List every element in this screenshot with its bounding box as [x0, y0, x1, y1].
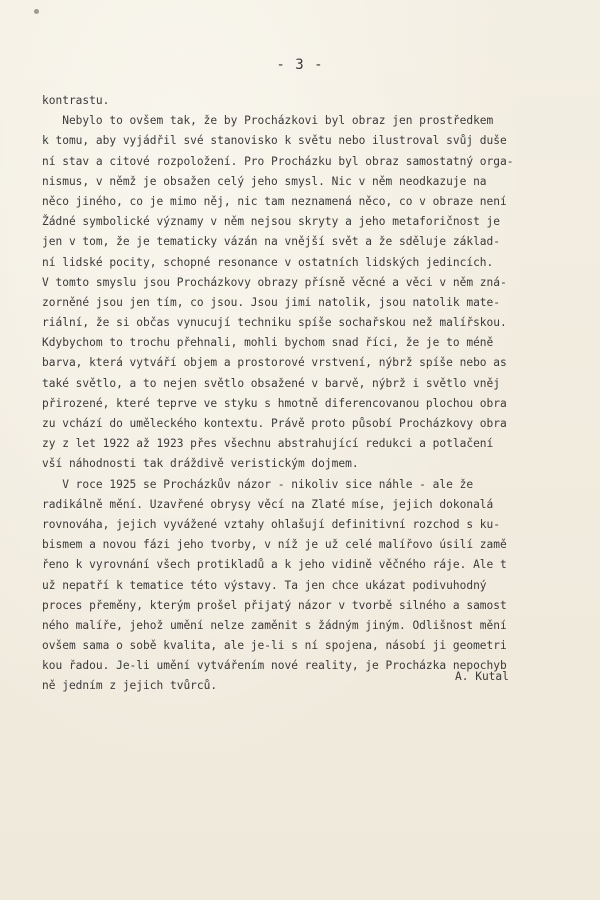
body-text: [42, 91, 600, 697]
text-line: riální, že si občas vynucují techniku spíše sochařskou než malířskou.: [42, 316, 507, 330]
page-number: - 3 -: [276, 57, 324, 73]
text-line: proces přeměny, kterým prošel přijatý názor v tvorbě silného a samost: [42, 598, 507, 612]
text-line: barva, která vytváří objem a prostorové vrstvení, nýbrž spíše nebo as: [42, 356, 507, 370]
text-line: kou řadou. Je-li umění vytvářením nové reality, je Procházka nepochyb: [42, 659, 507, 673]
text-line: V tomto smyslu jsou Procházkovy obrazy přísně věcné a věci v něm zná-: [42, 275, 507, 289]
text-line: jen v tom, že je tematicky vázán na vnější svět a že sděluje základ-: [42, 235, 501, 249]
text-line: už nepatří k tematice této výstavy. Ta jen chce ukázat podivuhodný: [42, 578, 487, 592]
text-line: ní lidské pocity, schopné resonance v ostatních lidských jedincích.: [42, 255, 494, 269]
text-line: ně jedním z jejich tvůrců.: [42, 679, 218, 693]
text-line: radikálně mění. Uzavřené obrysy věcí na Zlaté míse, jejich dokonalá: [42, 497, 494, 511]
text-line: ovšem sama o sobě kvalita, ale je-li s ní spojena, násobí ji geometri: [42, 639, 507, 653]
text-line: k tomu, aby vyjádřil své stanovisko k světu nebo ilustroval svůj duše: [42, 134, 507, 148]
text-line: Kdybychom to trochu přehnali, mohli bychom snad říci, že je to méně: [42, 336, 494, 350]
text-line: zorněné jsou jen tím, co jsou. Jsou jimi natolik, jsou natolik mate-: [42, 295, 501, 309]
text-line: vší náhodnosti tak dráždivě veristickým dojmem.: [42, 457, 359, 471]
text-line: bismem a novou fázi jeho tvorby, v níž je už celé malířovo úsilí zamě: [42, 538, 507, 552]
author-signature: A. Kutal: [455, 670, 509, 683]
text-line: zu vchází do uměleckého kontextu. Právě proto působí Procházkovy obra: [42, 417, 507, 430]
text-line: kontrastu.: [42, 94, 110, 107]
ink-spot: [34, 9, 39, 14]
text-line: zy z let 1922 až 1923 přes všechnu abstrahující redukci a potlačení: [42, 437, 494, 451]
text-line: něco jiného, co je mimo něj, nic tam neznamená něco, co v obraze není: [42, 194, 507, 208]
text-line: řeno k vyrovnání všech protikladů a k jeho vidině věčného ráje. Ale t: [42, 558, 507, 572]
text-line: nismus, v němž je obsažen celý jeho smysl. Nic v něm neodkazuje na: [42, 174, 487, 188]
text-line: ného malíře, jehož umění nelze zaměnit s žádným jiným. Odlišnost mění: [42, 618, 507, 632]
text-line: také světlo, a to nejen světlo obsažené v barvě, nýbrž i světlo vněj: [42, 376, 501, 390]
text-line: přirozené, které teprve ve styku s hmotně diferencovanou plochou obra: [42, 396, 507, 410]
text-line: ní stav a citové rozpoložení. Pro Procházku byl obraz samostatný orga-: [42, 154, 514, 168]
text-line: Nebylo to ovšem tak, že by Procházkovi byl obraz jen prostředkem: [42, 114, 494, 128]
text-line: V roce 1925 se Procházkův názor - nikoliv sice náhle - ale že: [42, 477, 474, 491]
text-line: Žádné symbolické významy v něm nejsou skryty a jeho metaforičnost je: [42, 215, 501, 229]
text-line: rovnováha, jejich vyvážené vztahy ohlašují definitivní rozchod s ku-: [42, 517, 501, 531]
